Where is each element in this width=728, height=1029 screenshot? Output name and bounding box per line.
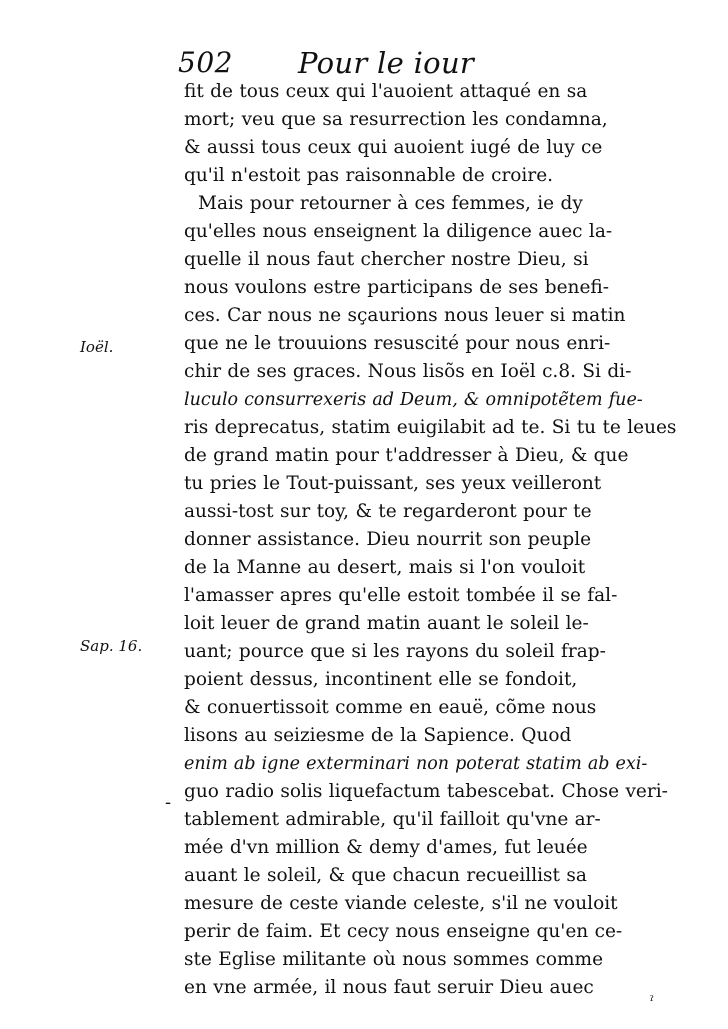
text-line: perir de faim. Et cecy nous enseigne qu'en ce- [184,921,623,942]
text-line: chir de ses graces. Nous lisõs en Ioël c.8. Si di- [184,361,632,382]
running-title: Pour le iour [298,46,475,80]
text-line: enim ab igne exterminari non poterat statim ab exi- [184,754,648,774]
page-number: 502 [178,46,233,79]
margin-dash-mark: - [165,792,172,813]
text-line: & conuertissoit comme en eauë, cõme nous [184,697,597,718]
text-line: guo radio solis liquefactum tabescebat. Chose veri- [184,781,668,802]
text-line: l'amasser apres qu'elle estoit tombée il se fal- [184,585,618,606]
text-line: qu'il n'estoit pas raisonnable de croire. [184,165,554,186]
margin-note: Ioël. [80,338,114,356]
text-line: ces. Car nous ne sçaurions nous leuer si matin [184,305,626,326]
text-line: ris deprecatus, statim euigilabit ad te. Si tu te leues [184,417,677,438]
text-line: mort; veu que sa resurrection les condamna, [184,109,608,130]
text-line: que ne le trouuions resuscité pour nous enri- [184,333,611,354]
text-line: ste Eglise militante où nous sommes comme [184,949,604,970]
text-line: lisons au seiziesme de la Sapience. Quod [184,725,572,746]
text-line: mée d'vn million & demy d'ames, fut leuée [184,837,588,858]
page-header [178,44,598,82]
margin-note: Sap. 16. [80,637,143,655]
text-line: luculo consurrexeris ad Deum, & omnipotẽtem fue- [184,390,643,410]
text-line: de la Manne au desert, mais si l'on vouloit [184,557,586,578]
text-line: qu'elles nous enseignent la diligence auec la- [184,221,613,242]
text-line: Mais pour retourner à ces femmes, ie dy [198,193,583,214]
text-line: tu pries le Tout-puissant, ses yeux veilleront [184,473,602,494]
text-line: en vne armée, il nous faut seruir Dieu auec [184,977,594,998]
text-line: fit de tous ceux qui l'auoient attaqué en sa [184,81,588,102]
text-line: nous voulons estre participans de ses benefi- [184,277,609,298]
text-line: aussi-tost sur toy, & te regarderont pour te [184,501,592,522]
text-line: poient dessus, incontinent elle se fondoit, [184,669,578,690]
text-line: quelle il nous faut chercher nostre Dieu, si [184,249,589,270]
text-line: tablement admirable, qu'il failloit qu'vne ar- [184,809,601,830]
page-corner-mark: ˀ [650,994,654,1010]
text-line: uant; pource que si les rayons du soleil frap- [184,641,606,662]
text-line: loit leuer de grand matin auant le soleil le- [184,613,589,634]
text-line: mesure de ceste viande celeste, s'il ne vouloit [184,893,618,914]
text-line: & aussi tous ceux qui auoient iugé de luy ce [184,137,603,158]
text-line: donner assistance. Dieu nourrit son peuple [184,529,592,550]
text-line: auant le soleil, & que chacun recueillist sa [184,865,587,886]
text-line: de grand matin pour t'addresser à Dieu, & que [184,445,629,466]
